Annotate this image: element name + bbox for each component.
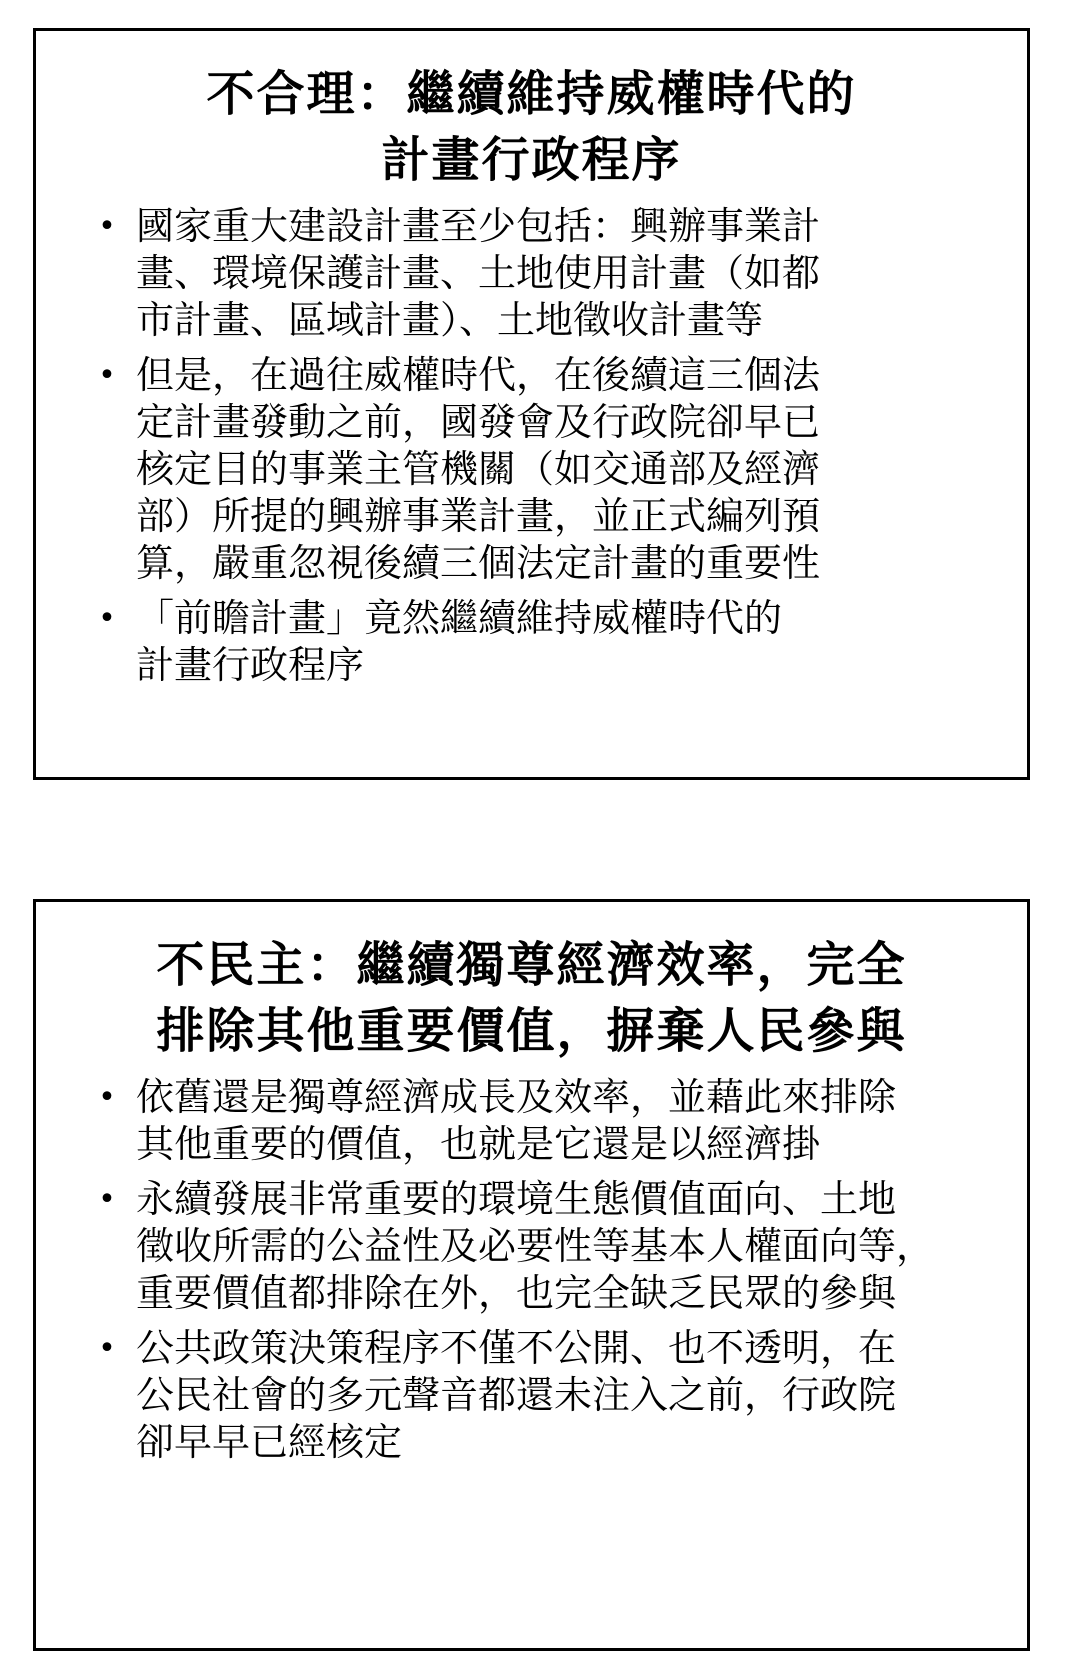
bullet-icon: • — [98, 1080, 116, 1115]
slide-title — [36, 31, 1027, 193]
bullet-icon: • — [98, 209, 116, 244]
text-line: 市計畫、區域計畫）、土地徵收計畫等 — [136, 298, 764, 342]
title-line: 不民主：繼續獨尊經濟效率，完全 — [156, 937, 907, 993]
slide-undemocratic — [33, 899, 1030, 1651]
bullet-text — [136, 1074, 1007, 1168]
slide-unreasonable — [33, 28, 1030, 780]
bullet-icon: • — [98, 601, 116, 636]
text-line: 核定目的事業主管機關（如交通部及經濟 — [136, 447, 821, 491]
bullet-text — [136, 595, 1007, 689]
text-line: 卻早早已經核定 — [136, 1420, 403, 1464]
text-line: 永續發展非常重要的環境生態價值面向、土地 — [136, 1177, 897, 1221]
text-line: 依舊還是獨尊經濟成長及效率，並藉此來排除 — [136, 1075, 897, 1119]
bullet-text — [136, 1176, 1007, 1317]
bullet-item — [36, 203, 1027, 344]
title-line: 不合理：繼續維持威權時代的 — [206, 66, 857, 122]
title-line: 排除其他重要價值，摒棄人民參與 — [156, 1003, 907, 1059]
title-line: 計畫行政程序 — [381, 132, 682, 188]
bullet-list — [36, 1064, 1027, 1466]
text-line: 計畫行政程序 — [136, 643, 365, 687]
text-line: 公民社會的多元聲音都還未注入之前，行政院 — [136, 1373, 897, 1417]
text-line: 國家重大建設計畫至少包括：興辦事業計 — [136, 204, 821, 248]
bullet-text — [136, 352, 1007, 587]
bullet-text — [136, 203, 1007, 344]
bullet-item — [36, 595, 1027, 689]
bullet-icon: • — [98, 1182, 116, 1217]
bullet-icon: • — [98, 1331, 116, 1366]
text-line: 畫、環境保護計畫、土地使用計畫（如都 — [136, 251, 821, 295]
bullet-item — [36, 1074, 1027, 1168]
text-line: 算，嚴重忽視後續三個法定計畫的重要性 — [136, 541, 821, 585]
text-line: 但是，在過往威權時代，在後續這三個法 — [136, 353, 821, 397]
bullet-item — [36, 1176, 1027, 1317]
bullet-text — [136, 1325, 1007, 1466]
bullet-icon: • — [98, 358, 116, 393]
text-line: 公共政策決策程序不僅不公開、也不透明，在 — [136, 1326, 897, 1370]
text-line: 定計畫發動之前，國發會及行政院卻早已 — [136, 400, 821, 444]
text-line: 部）所提的興辦事業計畫，並正式編列預 — [136, 494, 821, 538]
bullet-item — [36, 1325, 1027, 1466]
text-line: 徵收所需的公益性及必要性等基本人權面向等， — [136, 1224, 935, 1268]
text-line: 「前瞻計畫」竟然繼續維持威權時代的 — [136, 596, 783, 640]
text-line: 其他重要的價值，也就是它還是以經濟掛 — [136, 1122, 821, 1166]
text-line: 重要價值都排除在外，也完全缺乏民眾的參與 — [136, 1271, 897, 1315]
slide-title — [36, 902, 1027, 1064]
bullet-list — [36, 193, 1027, 689]
bullet-item — [36, 352, 1027, 587]
